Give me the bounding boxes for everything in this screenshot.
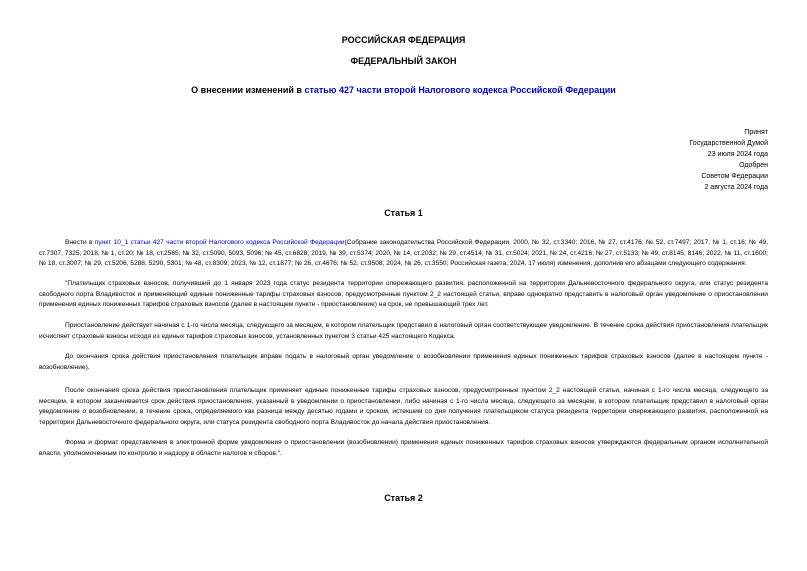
paragraph-text: Форма и формат представления в электронной форме уведомления о приостановлении (возобновлении) применения единых пониженных тарифов страховых взносов утверждаются федеральным органом исполнительной власти, уполномоченным по контролю и надзору в области налогов и сборов.". (39, 439, 768, 457)
adoption-line: Одобрен (739, 162, 768, 169)
law-type-heading: ФЕДЕРАЛЬНЫЙ ЗАКОН (350, 56, 457, 66)
article-1-heading: Статья 1 (384, 208, 423, 218)
country-heading: РОССИЙСКАЯ ФЕДЕРАЦИЯ (341, 35, 466, 45)
law-title (0, 85, 807, 95)
law-title-link[interactable]: статью 427 части второй Налогового кодекса Российской Федерации (304, 85, 616, 95)
paragraph-text: "Плательщик страховых взносов, получивший до 1 января 2023 года статус резидента территории опережающего развития, расположенной на территории Дальневосточного федерального округа, или статус резидента свободного порта Владивосток и применяющий единые пониженные тарифы страховых взносов, предусмотренные пунктом 2_2 настоящей статьи, вправе однократно представить в налоговый орган уведомление о приостановлении применения единых пониженных тарифов страховых взносов (далее в настоящем пункте - приостановление) на срок, не превышающий трех лет. (39, 280, 768, 309)
paragraph (39, 352, 768, 373)
article-2-heading: Статья 2 (384, 493, 423, 503)
intro-link[interactable]: пункт 10_1 статьи 427 части второй Налогового кодекса Российской Федерации (94, 239, 345, 246)
adoption-info (608, 127, 768, 193)
paragraph (39, 279, 768, 311)
paragraph (39, 321, 768, 342)
adoption-line: Государственной Думой (689, 140, 768, 147)
law-title-prefix: О внесении изменений в (191, 85, 305, 95)
adoption-line: Советом Федерации (701, 173, 768, 180)
paragraph (39, 386, 768, 428)
article-1-intro (39, 238, 768, 270)
adoption-line: Принят (744, 129, 768, 136)
paragraph-text: Приостановление действует начиная с 1-го числа месяца, следующего за месяцем, в котором плательщик представил в налоговый орган соответствующее уведомление. В течение срока действия приостановления плательщик исчисляет страховые взносы исходя из единых тарифов страховых взносов, установленных пунктом 3 статьи 425 настоящего Кодекса. (39, 322, 768, 340)
paragraph-text: После окончания срока действия приостановления плательщик применяет единые пониженные тарифы страховых взносов, предусмотренные пунктом 2_2 настоящей статьи, начиная с 1-го числа месяца, следующего за месяцем, в котором заканчивается срок действия приостановления, указанный в уведомлении о приостановлении, либо начиная с 1-го числа месяца, следующего за месяцем, в котором плательщик представил в налоговый орган уведомление о возобновлении, в течение срока, определяемого как разница между десятью годами и сроком, истекшим со дня получения плательщиком статуса резидента территории опережающего развития, расположенной на территории Дальневосточного федерального округа, или статуса резидента свободного порта Владивосток до начала действия приостановления. (39, 387, 768, 426)
adoption-line: 2 августа 2024 года (704, 184, 768, 191)
paragraph-text: До окончания срока действия приостановления плательщик вправе подать в налоговый орган уведомление о возобновлении применения единых пониженных тарифов страховых взносов (далее в настоящем пункте - возобновление). (39, 353, 768, 371)
adoption-line: 23 июля 2024 года (707, 151, 768, 158)
intro-suffix: (Собрание законодательства Российской Федерации, 2000, № 32, ст.3340; 2016, № 27, ст.4176; № 52, ст.7497; 2017, № 1, ст.16; № 49, ст.7307, 7325; 2018, № 1, ст.20; № 18, ст.2565; № 32, ст.5090, 5093, 5096; № 45, ст.6828; 2019, № 39, ст.5374; 2020, № 14, ст.2032; № 29, ст.4514; № 31, ст.5024; 2021, № 24, ст.4216; № 27, ст.5133; № 49, ст.8145, 8146; 2022, № 11, ст.1600; № 18, ст.3007; № 29, ст.5206, 5288, 5290, 5301; № 48, ст.8309; 2023, № 12, ст.1877; № 26, ст.4676; № 52, ст.9508; 2024, № 26, ст.3550; Российская газета, 2024, 17 июля) изменения, дополнив его абзацами следующего содержания: (39, 239, 768, 268)
paragraph (39, 438, 768, 459)
intro-prefix: Внести в (65, 239, 95, 246)
